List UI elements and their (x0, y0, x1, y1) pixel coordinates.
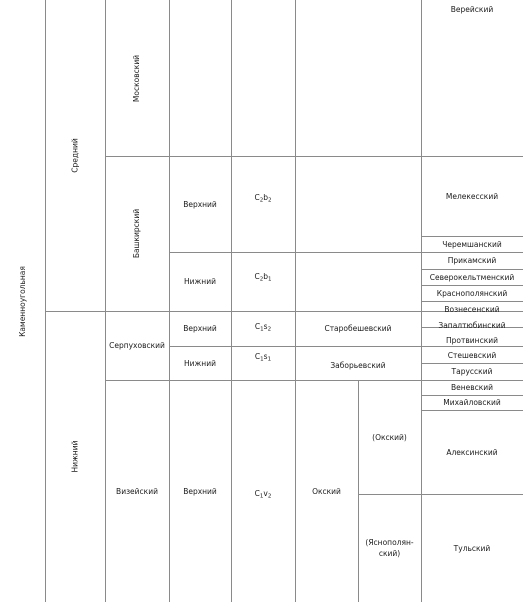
superhorizon-label: Заборьевский (330, 360, 386, 370)
subgroup-label: (Яснополян-ский) (365, 538, 414, 558)
substage-label: Нижний (184, 277, 216, 286)
subgroup-label: (Окский) (372, 432, 407, 442)
horizon-label: Краснополянский (436, 288, 508, 298)
horizon-cell (421, 252, 523, 269)
index-label: $C_1s_2$ (254, 322, 272, 333)
index-c1v2 (231, 480, 295, 510)
horizon-cell (421, 380, 523, 395)
index-label: $C_2b_1$ (254, 271, 272, 283)
substage-bashkir-upper (169, 156, 231, 252)
index-label: $C_1s_1$ (254, 351, 272, 363)
stage-moscow-cell (105, 0, 169, 156)
horizon-label: Мелекесский (445, 191, 499, 201)
horizon-label: Прикамский (447, 256, 497, 265)
index-label: $C_2b_2$ (254, 193, 272, 204)
horizon-label: Михайловский (443, 398, 501, 407)
horizon-cell (421, 494, 523, 602)
superhorizon-starobeshevsky (295, 311, 421, 346)
horizon-label: Северокельтменский (429, 272, 515, 282)
subgroup-oksky (358, 380, 421, 494)
horizon-label: Стешевский (447, 350, 497, 360)
grid-line (231, 0, 232, 602)
series-middle-cell (45, 0, 105, 311)
stage-bashkir-cell (105, 156, 169, 311)
substage-bashkir-lower (169, 252, 231, 311)
horizon-cell (421, 395, 523, 410)
series-lower-label: Нижний (70, 440, 80, 473)
index-c1s2 (231, 311, 295, 346)
horizon-cell (421, 0, 523, 18)
horizon-cell (421, 301, 523, 317)
index-c2b1 (231, 266, 295, 290)
index-c1s1 (231, 346, 295, 370)
horizon-label: Черемшанский (442, 239, 502, 249)
system-cell (0, 0, 45, 602)
horizon-cell (421, 285, 523, 301)
substage-serpukhov-upper (169, 311, 231, 346)
series-lower-cell (45, 311, 105, 602)
horizon-cell (421, 156, 523, 236)
index-label: $C_1v_2$ (254, 488, 272, 500)
horizon-cell (421, 269, 523, 285)
superhorizon-label: Старобешевский (324, 324, 392, 333)
stage-serpukhov-cell (105, 311, 169, 380)
series-middle-label: Средний (70, 138, 80, 173)
substage-visean-upper (169, 380, 231, 602)
system-label: Каменноугольная (18, 265, 27, 337)
horizon-cell (421, 236, 523, 252)
horizon-label: Алексинский (446, 447, 498, 457)
horizon-label: Запалтюбинский (438, 320, 506, 330)
substage-serpukhov-lower (169, 346, 231, 380)
horizon-cell (421, 347, 523, 363)
horizon-label: Тульский (453, 543, 491, 553)
horizon-cell (421, 333, 523, 347)
superhorizon-label: Окский (312, 486, 341, 496)
horizon-cell (421, 410, 523, 494)
stage-serpukhov-label: Серпуховский (109, 341, 165, 350)
substage-label: Нижний (184, 358, 216, 368)
horizon-label: Тарусский (451, 367, 493, 376)
horizon-cell (421, 317, 523, 333)
horizon-cell (421, 363, 523, 380)
horizon-label: Веневский (450, 383, 494, 392)
stage-visean-label: Визейский (116, 486, 158, 496)
substage-label: Верхний (183, 199, 217, 209)
stage-bashkir-label: Башкирский (132, 208, 142, 259)
stage-moscow-label: Московский (132, 54, 142, 102)
stage-visean-cell (105, 380, 169, 602)
substage-label: Верхний (183, 324, 217, 333)
horizon-label: Верейский (450, 4, 494, 14)
superhorizon-oksky (295, 380, 358, 602)
index-c2b2 (231, 192, 295, 222)
subgroup-yasnopolyansky (358, 494, 421, 602)
substage-label: Верхний (183, 486, 217, 496)
horizon-label: Протвинский (446, 335, 498, 345)
horizon-label: Вознесенский (444, 304, 500, 314)
superhorizon-zaboryevsky (295, 346, 421, 384)
